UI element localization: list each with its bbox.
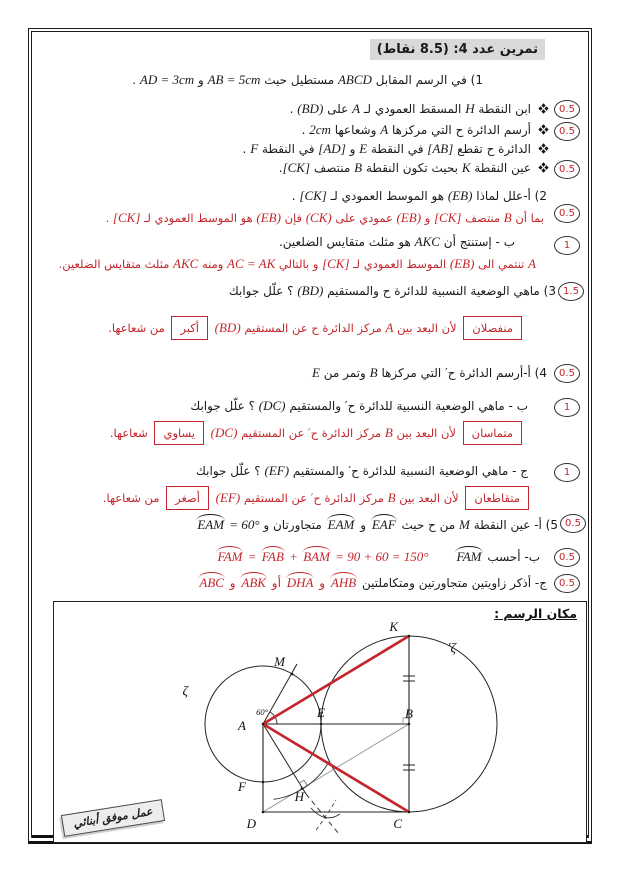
- text-run: يساوي: [154, 421, 204, 445]
- text-run: 2cm: [309, 122, 331, 137]
- text-run: 4) أ-أرسم الدائرة ح′ التي مركزها: [377, 366, 547, 380]
- text-run: ج - ماهي الوضعية النسبية للدائرة ح′ والمستقيم: [289, 464, 528, 478]
- text-run: منفصلان: [463, 316, 522, 340]
- text-run: B: [354, 160, 363, 175]
- text-run: مثلث متقايس الضلعين.: [58, 257, 174, 271]
- text-run: .: [242, 142, 251, 156]
- text-run: ABC: [197, 572, 226, 591]
- question-4b: [190, 398, 528, 414]
- points-badge: 0.5: [554, 100, 580, 119]
- text-run: متقاطعان: [465, 486, 529, 510]
- text-run: لأن البعد بين: [393, 321, 461, 335]
- text-run: (BD): [297, 283, 324, 298]
- text-run: (EB): [449, 256, 475, 271]
- four-diamond-bullet-icon: [538, 102, 549, 118]
- text-run: M: [459, 517, 470, 532]
- text-run: B: [369, 365, 378, 380]
- text-run: هو الموسط العمودي لـ: [140, 211, 257, 225]
- label-zeta: ζ: [182, 683, 188, 698]
- text-run: DHA: [285, 572, 316, 591]
- text-run: 2) أ-علل لماذا: [472, 189, 547, 203]
- text-run: مركز الدائرة ح′ عن المستقيم: [237, 426, 385, 440]
- label-k: K: [389, 619, 398, 634]
- text-run: A: [385, 320, 394, 335]
- answer-2b: [59, 256, 536, 272]
- text-run: (EF): [264, 463, 290, 478]
- text-run: F: [250, 141, 259, 156]
- question-5c: [197, 572, 547, 591]
- text-run: (CK): [305, 210, 332, 225]
- text-run: (BD): [214, 320, 241, 335]
- points-badge: 0.5: [560, 514, 586, 533]
- text-run: ؟ علّل جوابك: [196, 464, 265, 478]
- text-run: .: [278, 161, 283, 175]
- text-run: [CK]: [433, 210, 462, 225]
- text-run: 1) في الرسم المقابل: [371, 73, 483, 87]
- text-run: .: [105, 211, 113, 225]
- text-run: وتمر من: [319, 366, 370, 380]
- text-run: EAM: [195, 514, 226, 533]
- four-diamond-bullet-icon: [538, 161, 549, 177]
- text-run: من شعاعها.: [108, 321, 169, 335]
- label-e: E: [317, 705, 325, 720]
- answer-3: [108, 316, 525, 340]
- text-run: لأن البعد بين: [395, 491, 463, 505]
- text-run: ومنه: [198, 257, 227, 271]
- question-5a: [195, 514, 558, 533]
- text-run: ؟ علّل جوابك: [190, 399, 259, 413]
- question-4c: [196, 463, 528, 479]
- text-run: و: [421, 211, 434, 225]
- text-run: وشعاعها: [330, 123, 381, 137]
- text-run: لأن البعد بين: [392, 426, 460, 440]
- text-run: شعاعها.: [109, 426, 152, 440]
- text-run: عين النقطة: [470, 161, 531, 175]
- question-1: [132, 72, 483, 88]
- text-run: FAB: [260, 546, 286, 565]
- question-2a: [292, 188, 547, 204]
- text-run: [AD]: [318, 141, 346, 156]
- text-run: بما أن: [511, 211, 544, 225]
- text-run: تنتمي الى: [474, 257, 529, 271]
- text-run: (EB): [447, 188, 473, 203]
- text-run: أصغر: [166, 486, 209, 510]
- bullet-item-2: [302, 122, 549, 139]
- text-run: في النقطة: [367, 142, 428, 156]
- label-zeta-prime: ζ′: [447, 640, 456, 655]
- text-run: ج- أذكر زاويتين متجاورتين ومتكاملتين: [358, 576, 547, 590]
- text-run: متماسان: [463, 421, 522, 445]
- text-run: [CK]: [299, 188, 327, 203]
- text-run: B: [387, 490, 396, 505]
- points-badge: 0.5: [554, 364, 580, 383]
- text-run: ؟ علّل جوابك: [228, 284, 298, 298]
- label-a: A: [238, 718, 246, 733]
- text-run: أكبر: [171, 316, 208, 340]
- text-run: هو الموسط العمودي لـ: [326, 189, 448, 203]
- text-run: هو مثلث متقايس الضلعين.: [278, 235, 415, 249]
- points-badge: 0.5: [554, 160, 580, 179]
- drawing-area-heading: مكان الرسم :: [494, 606, 577, 621]
- text-run: الموسط العمودي لـ: [349, 257, 450, 271]
- text-run: B: [503, 210, 512, 225]
- text-run: A: [380, 122, 389, 137]
- text-run: فإن: [280, 211, 306, 225]
- text-run: 5) أ- عين النقطة: [469, 518, 558, 532]
- text-run: A: [528, 256, 536, 271]
- text-run: أو: [267, 576, 285, 590]
- text-run: (EB): [256, 210, 281, 225]
- points-badge: 0.5: [554, 122, 580, 141]
- text-run: من شعاعها.: [102, 491, 164, 505]
- text-run: K: [461, 160, 471, 175]
- text-run: ABK: [239, 572, 268, 591]
- text-run: [CK]: [282, 160, 311, 175]
- question-3: [229, 283, 556, 299]
- text-run: FAM: [215, 546, 244, 565]
- text-run: [195, 518, 259, 532]
- text-run: ب- أحسب: [483, 550, 540, 564]
- text-run: (BD): [297, 101, 324, 116]
- perpendicular-ah-dashed: [306, 794, 339, 834]
- text-run: AKC: [173, 256, 199, 271]
- four-diamond-bullet-icon: [538, 142, 549, 158]
- bullet-item-1: [290, 101, 549, 118]
- text-run: مستطيل حيث: [260, 73, 338, 87]
- text-run: (EB): [396, 210, 422, 225]
- four-diamond-bullet-icon: [538, 123, 549, 139]
- text-run: مركز الدائرة ح′ عن المستقيم: [240, 491, 388, 505]
- text-run: (DC): [210, 425, 238, 440]
- text-run: و: [345, 142, 360, 156]
- text-run: AKC: [414, 234, 440, 249]
- text-run: FAM: [454, 546, 483, 565]
- text-run: .: [291, 189, 300, 203]
- text-run: BAM: [301, 546, 332, 565]
- text-run: (EF): [215, 490, 241, 505]
- text-run: B: [384, 425, 393, 440]
- text-run: AC = AK: [227, 256, 276, 271]
- answer-4b: [110, 421, 525, 445]
- text-run: منتصف: [310, 161, 355, 175]
- text-run: +: [285, 549, 302, 564]
- text-run: EAM: [326, 514, 357, 533]
- text-run: و: [194, 73, 208, 87]
- text-run: [215, 550, 428, 564]
- text-run: أرسم الدائرة ح التي مركزها: [388, 123, 531, 137]
- points-badge: 1: [554, 463, 580, 482]
- text-run: منتصف: [461, 211, 504, 225]
- text-run: الدائرة ح تقطع: [453, 142, 531, 156]
- text-run: [CK]: [322, 256, 350, 271]
- label-m: M: [274, 654, 285, 669]
- label-h: H: [294, 789, 304, 804]
- text-run: و: [225, 576, 240, 590]
- text-run: بحيث تكون النقطة: [362, 161, 462, 175]
- text-run: = 90 + 60 = 150°: [331, 549, 429, 564]
- text-run: AB = 5cm: [207, 72, 261, 87]
- text-run: متجاورتان و: [259, 518, 326, 532]
- text-run: على: [323, 102, 353, 116]
- question-2b: [279, 234, 515, 250]
- label-b: B: [405, 706, 413, 721]
- answer-2a: [106, 210, 544, 226]
- text-run: =: [244, 549, 260, 564]
- text-run: ب - إستنتج أن: [439, 235, 515, 249]
- points-badge: 0.5: [554, 548, 580, 567]
- text-run: AHB: [329, 572, 358, 591]
- text-run: المسقط العمودي لـ: [360, 102, 466, 116]
- text-run: و: [356, 518, 370, 532]
- text-run: [CK]: [112, 210, 141, 225]
- question-4a: [312, 365, 547, 381]
- red-segment-ak: [263, 636, 409, 724]
- label-angle-60: 60°: [256, 707, 268, 717]
- points-badge: 0.5: [554, 204, 580, 223]
- label-f: F: [238, 779, 246, 794]
- text-run: من ح حيث: [397, 518, 460, 532]
- text-run: ب - ماهي الوضعية النسبية للدائرة ح′ والمستقيم: [285, 399, 528, 413]
- text-run: E: [312, 365, 320, 380]
- text-run: و: [315, 576, 329, 590]
- text-run: .: [301, 123, 310, 137]
- text-run: في النقطة: [258, 142, 319, 156]
- points-badge: 0.5: [554, 574, 580, 593]
- text-run: = 60°: [226, 517, 260, 532]
- text-run: عمودي على: [331, 211, 397, 225]
- text-run: H: [465, 101, 475, 116]
- points-badge: 1: [554, 398, 580, 417]
- exercise-title: تمرين عدد 4: (8.5 نقاط): [370, 39, 545, 60]
- text-run: ابن النقطة: [474, 102, 531, 116]
- text-run: AD = 3cm: [139, 72, 195, 87]
- points-badge: 1.5: [558, 282, 584, 301]
- text-run: مركز الدائرة ح عن المستقيم: [240, 321, 386, 335]
- text-run: .: [289, 102, 298, 116]
- text-run: و بالتالي: [275, 257, 323, 271]
- bullet-item-4: [279, 160, 549, 177]
- text-run: EAF: [370, 514, 398, 533]
- text-run: ABCD: [337, 72, 372, 87]
- bullet-item-3: [243, 141, 549, 158]
- text-run: (DC): [258, 398, 286, 413]
- question-5b: [215, 546, 540, 565]
- text-run: 3) ماهي الوضعية النسبية للدائرة ح والمستقيم: [323, 284, 556, 298]
- text-run: A: [352, 101, 361, 116]
- text-run: E: [359, 141, 368, 156]
- teacher-stamp: عمل موفق أبنائي: [61, 799, 165, 837]
- label-c: C: [393, 816, 402, 831]
- text-run: .: [132, 73, 140, 87]
- points-badge: 1: [554, 236, 580, 255]
- answer-4c: [103, 486, 532, 510]
- label-d: D: [246, 816, 256, 831]
- text-run: [AB]: [427, 141, 454, 156]
